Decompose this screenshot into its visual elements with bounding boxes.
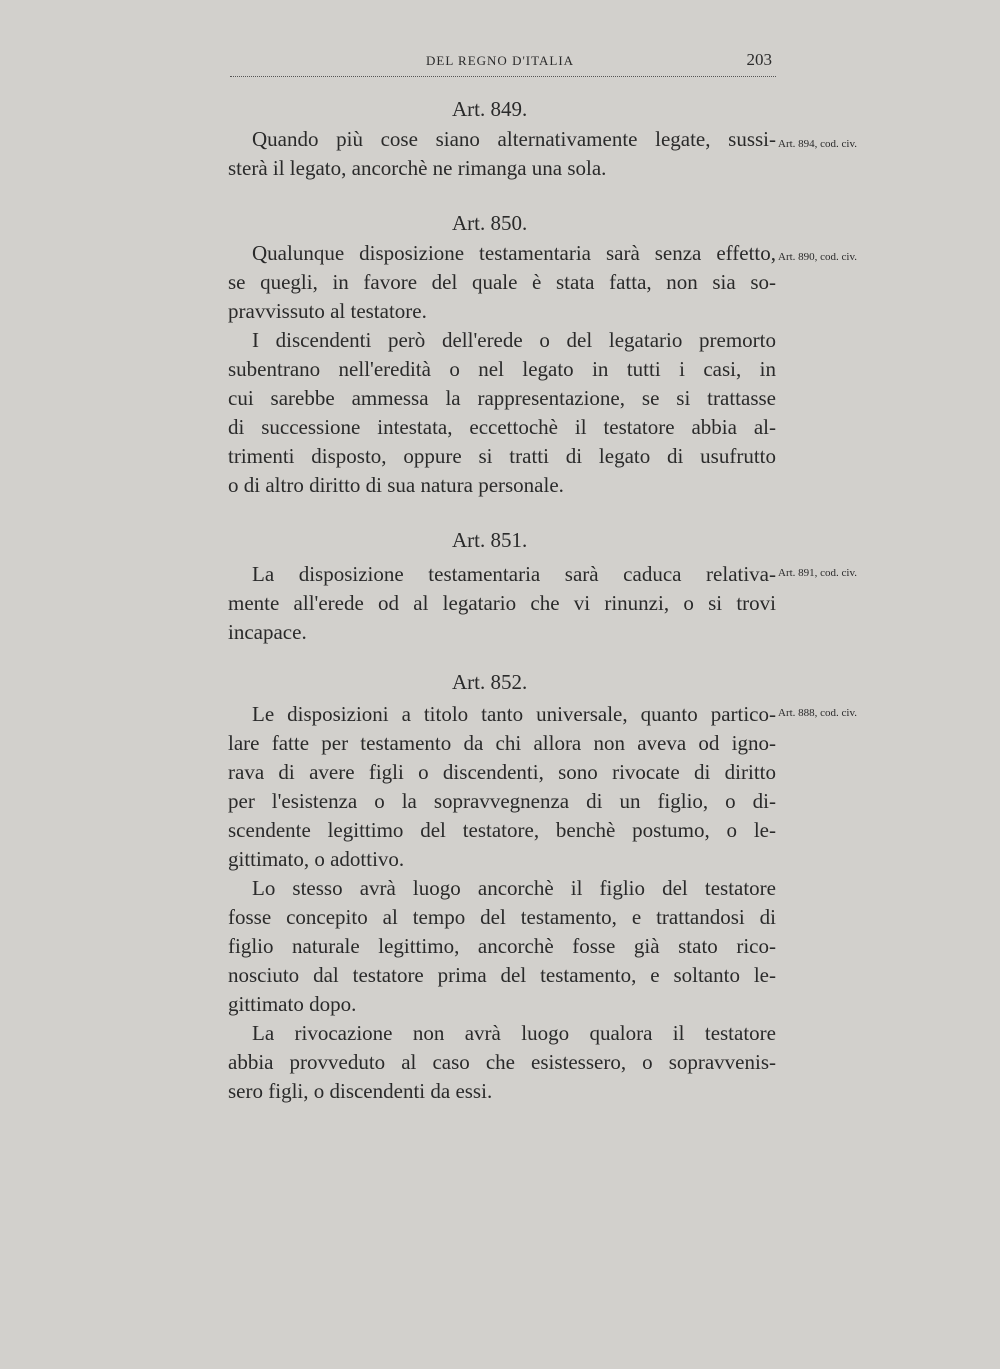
text-line: fosse concepito al tempo del testamento, e trattandosi di — [228, 905, 776, 929]
text-line: cui sarebbe ammessa la rappresentazione, se si trattasse — [228, 386, 776, 410]
text-line: incapace. — [228, 620, 307, 644]
text-line: se quegli, in favore del quale è stata fatta, non sia so- — [228, 270, 776, 294]
text-line: per l'esistenza o la sopravvegnenza di un figlio, o di- — [228, 789, 776, 813]
text-line: rava di avere figli o discendenti, sono rivocate di diritto — [228, 760, 776, 784]
text-line: Lo stesso avrà luogo ancorchè il figlio del testatore — [252, 876, 776, 900]
text-line: sterà il legato, ancorchè ne rimanga una sola. — [228, 156, 607, 180]
text-line: nosciuto dal testatore prima del testamento, e soltanto le- — [228, 963, 776, 987]
text-line: gittimato dopo. — [228, 992, 357, 1016]
text-line: o di altro diritto di sua natura personale. — [228, 473, 564, 497]
margin-note: Art. 888, cod. civ. — [778, 707, 858, 719]
page-header — [230, 50, 776, 77]
text-line: gittimato, o adottivo. — [228, 847, 405, 871]
text-line: di successione intestata, eccettochè il testatore abbia al- — [228, 415, 776, 439]
text-line: subentrano nell'eredità o nel legato in tutti i casi, in — [228, 357, 776, 381]
text-line: Quando più cose siano alternativamente legate, sussi- — [252, 127, 776, 151]
text-line: trimenti disposto, oppure si tratti di legato di usufrutto — [228, 444, 776, 468]
text-line: figlio naturale legittimo, ancorchè fosse già stato rico- — [228, 934, 776, 958]
page-number: 203 — [746, 50, 772, 69]
text-line: pravvissuto al testatore. — [228, 299, 427, 323]
text-line: I discendenti però dell'erede o del legatario premorto — [252, 328, 776, 352]
text-line: La rivocazione non avrà luogo qualora il testatore — [252, 1021, 776, 1045]
text-line: abbia provveduto al caso che esistessero, o sopravvenis- — [228, 1050, 776, 1074]
text-line: Le disposizioni a titolo tanto universale, quanto partico- — [252, 702, 776, 726]
article-body — [228, 700, 776, 1106]
text-line: lare fatte per testamento da chi allora non aveva od igno- — [228, 731, 776, 755]
article-title: Art. 849. — [452, 97, 528, 121]
running-title: DEL REGNO D'ITALIA — [426, 53, 575, 68]
article-title: Art. 851. — [452, 528, 528, 552]
text-line: La disposizione testamentaria sarà caduca relativa- — [252, 562, 776, 586]
text-line: mente all'erede od al legatario che vi rinunzi, o si trovi — [228, 591, 776, 615]
article-body — [228, 560, 776, 647]
article-title: Art. 850. — [452, 211, 528, 235]
article-body — [228, 125, 776, 183]
text-line: sero figli, o discendenti da essi. — [228, 1079, 493, 1103]
article-body — [228, 239, 776, 500]
article-title: Art. 852. — [452, 670, 528, 694]
margin-note: Art. 891, cod. civ. — [778, 567, 858, 579]
margin-note: Art. 890, cod. civ. — [778, 251, 858, 263]
text-line: Qualunque disposizione testamentaria sarà senza effetto, — [252, 241, 776, 265]
text-line: scendente legittimo del testatore, benchè postumo, o le- — [228, 818, 776, 842]
margin-note: Art. 894, cod. civ. — [778, 138, 858, 150]
